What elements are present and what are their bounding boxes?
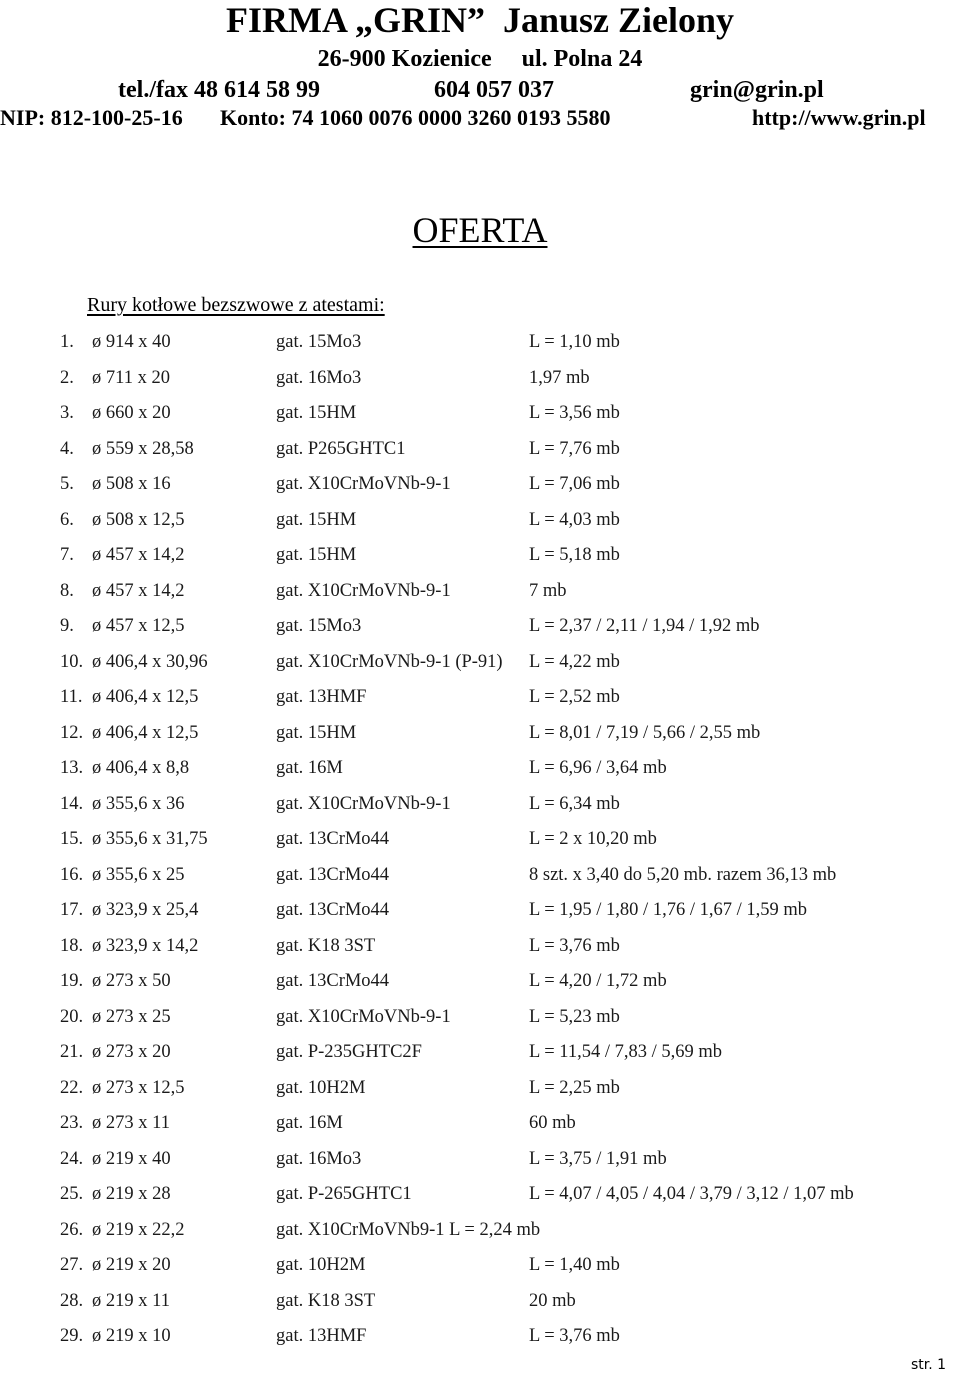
item-length: L = 2,25 mb — [529, 1077, 620, 1098]
item-length: L = 4,20 / 1,72 mb — [529, 971, 667, 991]
item-length: L = 4,22 mb — [529, 651, 620, 672]
item-number: 29. — [60, 1326, 84, 1346]
item-dimension: ø 219 x 10 — [92, 1326, 171, 1346]
item-dimension: ø 219 x 20 — [92, 1255, 171, 1275]
list-item — [0, 860, 960, 896]
item-dimension: ø 457 x 14,2 — [92, 580, 185, 601]
item-number: 2. — [60, 367, 74, 388]
item-grade: gat. 13HMF — [276, 1326, 367, 1346]
item-grade: gat. X10CrMoVNb-9-1 — [276, 1006, 451, 1027]
item-dimension: ø 711 x 20 — [92, 367, 170, 388]
item-number: 13. — [60, 758, 84, 778]
item-dimension: ø 406,4 x 8,8 — [92, 758, 190, 778]
list-item — [0, 540, 960, 576]
item-number: 17. — [60, 900, 84, 920]
item-length: L = 3,75 / 1,91 mb — [529, 1148, 667, 1169]
item-number: 14. — [60, 793, 84, 814]
list-item — [0, 1321, 960, 1357]
item-grade: gat. 13CrMo44 — [276, 900, 390, 920]
item-grade: gat. 15HM — [276, 509, 357, 530]
item-grade: gat. P265GHTC1 — [276, 438, 406, 459]
list-item — [0, 718, 960, 754]
item-number: 12. — [60, 722, 84, 743]
list-item — [0, 1179, 960, 1215]
list-item — [0, 1002, 960, 1038]
offer-list — [0, 327, 960, 1357]
item-length: L = 7,06 mb — [529, 474, 620, 494]
item-grade: gat. K18 3ST — [276, 935, 376, 956]
nip-number: NIP: 812-100-25-16 — [0, 105, 183, 130]
item-number: 1. — [60, 332, 74, 352]
item-number: 25. — [60, 1184, 84, 1204]
list-item — [0, 1144, 960, 1180]
item-grade: gat. 13CrMo44 — [276, 864, 390, 885]
item-length: L = 2,37 / 2,11 / 1,94 / 1,92 mb — [529, 616, 760, 636]
list-item — [0, 434, 960, 470]
list-item — [0, 824, 960, 860]
item-grade: gat. 15HM — [276, 545, 357, 565]
item-length: L = 2 x 10,20 mb — [529, 829, 657, 849]
item-number: 20. — [60, 1006, 84, 1027]
item-length: L = 11,54 / 7,83 / 5,69 mb — [529, 1042, 723, 1062]
item-dimension: ø 323,9 x 14,2 — [92, 935, 199, 956]
company-address: 26-900 Kozienice ul. Polna 24 — [317, 46, 643, 72]
item-number: 22. — [60, 1077, 84, 1098]
item-grade: gat. P-265GHTC1 — [276, 1184, 412, 1204]
item-dimension: ø 660 x 20 — [92, 403, 171, 423]
item-grade: gat. 15Mo3 — [276, 616, 362, 636]
page-number: str. 1 — [910, 1357, 946, 1373]
list-item — [0, 647, 960, 683]
item-number: 4. — [60, 438, 74, 459]
item-number: 21. — [60, 1042, 84, 1062]
email-link[interactable]: grin@grin.pl — [690, 77, 824, 103]
item-dimension: ø 914 x 40 — [92, 332, 171, 352]
list-item — [0, 895, 960, 931]
item-grade: gat. 15Mo3 — [276, 332, 362, 352]
section-heading: Rury kotłowe bezszwowe z atestami: — [87, 294, 385, 316]
item-grade: gat. X10CrMoVNb-9-1 (P-91) — [276, 651, 503, 672]
item-grade: gat. X10CrMoVNb-9-1 — [276, 474, 451, 494]
item-dimension: ø 406,4 x 30,96 — [92, 651, 208, 672]
bank-account: Konto: 74 1060 0076 0000 3260 0193 5580 — [220, 105, 611, 130]
item-dimension: ø 559 x 28,58 — [92, 438, 194, 459]
item-grade: gat. 13CrMo44 — [276, 971, 390, 991]
item-length: L = 1,40 mb — [529, 1255, 620, 1275]
item-grade: gat. X10CrMoVNb9-1 L = 2,24 mb — [276, 1219, 541, 1240]
mobile-phone: 604 057 037 — [434, 77, 554, 103]
list-item — [0, 682, 960, 718]
list-item — [0, 1073, 960, 1109]
item-grade: gat. X10CrMoVNb-9-1 — [276, 793, 451, 814]
list-item — [0, 1037, 960, 1073]
item-length: 1,97 mb — [529, 367, 590, 388]
item-grade: gat. 16M — [276, 1113, 343, 1133]
item-number: 18. — [60, 935, 84, 956]
list-item — [0, 931, 960, 967]
item-dimension: ø 457 x 14,2 — [92, 545, 185, 565]
item-dimension: ø 457 x 12,5 — [92, 616, 185, 636]
item-dimension: ø 219 x 22,2 — [92, 1219, 185, 1240]
list-item — [0, 1108, 960, 1144]
item-grade: gat. 10H2M — [276, 1077, 366, 1098]
item-length: L = 3,76 mb — [529, 1326, 620, 1346]
item-grade: gat. P-235GHTC2F — [276, 1042, 422, 1062]
item-number: 11. — [60, 687, 83, 707]
item-dimension: ø 355,6 x 25 — [92, 864, 185, 885]
item-length: 7 mb — [529, 580, 567, 601]
item-dimension: ø 355,6 x 31,75 — [92, 829, 208, 849]
item-grade: gat. 13CrMo44 — [276, 829, 390, 849]
item-number: 23. — [60, 1113, 84, 1133]
item-grade: gat. 15HM — [276, 722, 357, 743]
list-item — [0, 469, 960, 505]
item-dimension: ø 508 x 12,5 — [92, 509, 185, 530]
item-length: L = 4,07 / 4,05 / 4,04 / 3,79 / 3,12 / 1,07 mb — [529, 1184, 854, 1204]
item-length: L = 3,56 mb — [529, 403, 620, 423]
item-length: L = 1,95 / 1,80 / 1,76 / 1,67 / 1,59 mb — [529, 900, 807, 920]
item-number: 9. — [60, 616, 74, 636]
item-dimension: ø 508 x 16 — [92, 474, 171, 494]
item-length: L = 6,34 mb — [529, 793, 620, 814]
item-number: 28. — [60, 1290, 84, 1311]
list-item — [0, 1215, 960, 1251]
item-number: 5. — [60, 474, 74, 494]
item-number: 15. — [60, 829, 84, 849]
list-item — [0, 1286, 960, 1322]
item-grade: gat. 10H2M — [276, 1255, 366, 1275]
document-title — [0, 208, 960, 254]
website-link[interactable]: http://www.grin.pl — [752, 105, 926, 130]
item-length: L = 4,03 mb — [529, 509, 620, 530]
item-number: 26. — [60, 1219, 84, 1240]
item-number: 6. — [60, 509, 74, 530]
list-item — [0, 363, 960, 399]
item-dimension: ø 406,4 x 12,5 — [92, 722, 199, 743]
item-dimension: ø 219 x 28 — [92, 1184, 171, 1204]
item-number: 19. — [60, 971, 84, 991]
item-dimension: ø 273 x 12,5 — [92, 1077, 185, 1098]
item-length: L = 5,23 mb — [529, 1006, 620, 1027]
list-item — [0, 505, 960, 541]
item-dimension: ø 219 x 40 — [92, 1148, 171, 1169]
item-grade: gat. 16Mo3 — [276, 367, 362, 388]
item-dimension: ø 273 x 11 — [92, 1113, 170, 1133]
list-item — [0, 327, 960, 363]
list-item — [0, 789, 960, 825]
list-item — [0, 753, 960, 789]
item-length: 20 mb — [529, 1290, 576, 1311]
item-number: 8. — [60, 580, 74, 601]
item-grade: gat. K18 3ST — [276, 1290, 376, 1311]
item-number: 7. — [60, 545, 74, 565]
list-item — [0, 1250, 960, 1286]
item-length: 8 szt. x 3,40 do 5,20 mb. razem 36,13 mb — [529, 864, 837, 885]
list-item — [0, 966, 960, 1002]
item-dimension: ø 406,4 x 12,5 — [92, 687, 199, 707]
item-length: 60 mb — [529, 1113, 576, 1133]
item-number: 24. — [60, 1148, 84, 1169]
item-length: L = 5,18 mb — [529, 545, 620, 565]
item-grade: gat. X10CrMoVNb-9-1 — [276, 580, 451, 601]
item-dimension: ø 273 x 20 — [92, 1042, 171, 1062]
company-name: FIRMA „GRIN” Janusz Zielony — [225, 0, 735, 40]
item-length: L = 6,96 / 3,64 mb — [529, 758, 667, 778]
item-dimension: ø 355,6 x 36 — [92, 793, 185, 814]
document-title-text: OFERTA — [412, 210, 548, 250]
item-number: 27. — [60, 1255, 84, 1275]
item-grade: gat. 15HM — [276, 403, 357, 423]
item-dimension: ø 273 x 25 — [92, 1006, 171, 1027]
item-grade: gat. 16Mo3 — [276, 1148, 362, 1169]
item-number: 16. — [60, 864, 84, 885]
item-dimension: ø 273 x 50 — [92, 971, 171, 991]
item-dimension: ø 323,9 x 25,4 — [92, 900, 199, 920]
list-item — [0, 576, 960, 612]
item-length: L = 8,01 / 7,19 / 5,66 / 2,55 mb — [529, 722, 761, 743]
item-length: L = 1,10 mb — [529, 332, 620, 352]
item-grade: gat. 16M — [276, 758, 343, 778]
list-item — [0, 611, 960, 647]
item-number: 3. — [60, 403, 74, 423]
phone-fax: tel./fax 48 614 58 99 — [118, 77, 320, 103]
item-length: L = 7,76 mb — [529, 438, 620, 459]
list-item — [0, 398, 960, 434]
item-grade: gat. 13HMF — [276, 687, 367, 707]
item-length: L = 3,76 mb — [529, 935, 620, 956]
item-number: 10. — [60, 651, 84, 672]
item-length: L = 2,52 mb — [529, 687, 620, 707]
item-dimension: ø 219 x 11 — [92, 1290, 170, 1311]
